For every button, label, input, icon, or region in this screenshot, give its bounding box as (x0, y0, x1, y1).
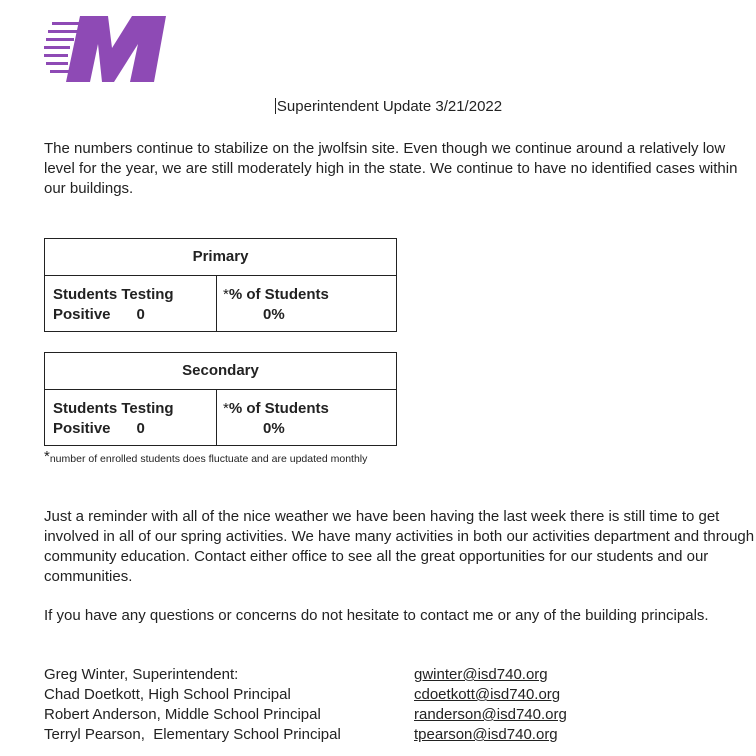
table-heading: Secondary (45, 353, 397, 390)
contact-email-link[interactable]: cdoetkott@isd740.org (414, 686, 561, 703)
secondary-table (44, 352, 397, 446)
logo-m-shape (66, 16, 166, 82)
contact-name: Terryl Pearson, Elementary School Principal (44, 726, 341, 743)
percent-value: 0% (263, 306, 285, 323)
contact-name: Chad Doetkott, High School Principal (44, 686, 291, 703)
page-title: Superintendent Update 3/21/2022 (276, 98, 503, 115)
students-testing-positive-cell: Students Testing Positive 0 (45, 276, 217, 332)
positive-count: 0 (136, 306, 145, 323)
contact-row (44, 705, 644, 725)
district-logo (44, 10, 170, 84)
positive-count: 0 (136, 420, 145, 437)
text-cursor (275, 98, 276, 114)
reminder-paragraph: Just a reminder with all of the nice weather we have been having the last week there is still time to get involved in all of our spring activities. We have many activities in both our activities department and through community education. Contact either office to see all the great opportunities for our students and our communities. (44, 508, 755, 585)
percent-of-students-cell: *% of Students 0% (217, 390, 397, 446)
contact-name: Greg Winter, Superintendent: (44, 666, 239, 683)
contact-row (44, 665, 644, 685)
percent-of-students-cell: *% of Students 0% (217, 276, 397, 332)
contact-email-link[interactable]: tpearson@isd740.org (414, 726, 558, 743)
intro-paragraph: The numbers continue to stabilize on the jwolfsin site. Even though we continue around a relatively low level for the year, we are still moderately high in the state. We continue to have no identified cases within our buildings. (44, 140, 738, 197)
contact-name: Robert Anderson, Middle School Principal (44, 706, 321, 723)
contact-email-link[interactable]: gwinter@isd740.org (414, 666, 548, 683)
contact-list (44, 665, 644, 745)
students-testing-positive-cell: Students Testing Positive 0 (45, 390, 217, 446)
questions-paragraph: If you have any questions or concerns do not hesitate to contact me or any of the building principals. (44, 607, 709, 624)
primary-table (44, 238, 397, 332)
percent-value: 0% (263, 420, 285, 437)
contact-email-link[interactable]: randerson@isd740.org (414, 706, 567, 723)
table-heading: Primary (45, 239, 397, 276)
contact-row (44, 685, 644, 705)
contact-row (44, 725, 644, 745)
footnote: *number of enrolled students does fluctuate and are updated monthly (44, 448, 368, 465)
